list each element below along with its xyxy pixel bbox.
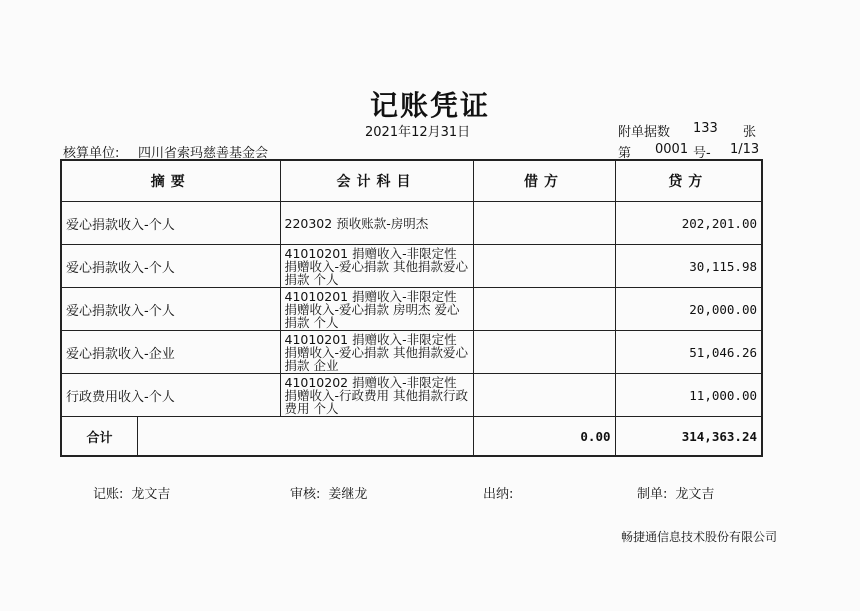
header-credit: 贷方 [615, 160, 762, 202]
row-account: 220302 预收账款-房明杰 [280, 202, 473, 245]
total-debit: 0.00 [473, 417, 615, 457]
total-label: 合计 [62, 417, 138, 455]
voucher-no-number: 0001 [655, 142, 689, 157]
bookkeeper-name: 龙文吉 [131, 487, 171, 502]
accounting-unit-name: 四川省索玛慈善基金会 [138, 146, 269, 161]
attachments-label: 附单据数 [618, 125, 671, 140]
row-account: 41010201 捐赠收入-非限定性捐赠收入-爱心捐款 其他捐款爱心捐款 个人 [280, 245, 473, 288]
row-account: 41010202 捐赠收入-非限定性捐赠收入-行政费用 其他捐款行政费用 个人 [280, 374, 473, 417]
attachments-unit: 张 [743, 125, 757, 140]
reviewer-label: 审核: [290, 487, 321, 502]
row-account: 41010201 捐赠收入-非限定性捐赠收入-爱心捐款 房明杰 爱心捐款 个人 [280, 288, 473, 331]
header-debit: 借方 [473, 160, 615, 202]
voucher-title: 记账凭证 [369, 89, 490, 122]
row-summary: 爱心捐款收入-个人 [61, 245, 280, 288]
row-debit [473, 245, 615, 288]
row-debit [473, 374, 615, 417]
preparer-label: 制单: [637, 487, 668, 502]
row-summary: 爱心捐款收入-个人 [61, 288, 280, 331]
reviewer-name: 姜继龙 [328, 487, 368, 502]
total-blank [138, 417, 473, 455]
attachments-count: 133 [693, 121, 718, 136]
voucher-date: 2021年12月31日 [365, 125, 471, 140]
row-credit: 20,000.00 [615, 288, 762, 331]
table-row [61, 331, 762, 374]
total-label-cell [61, 417, 473, 457]
preparer-name: 龙文吉 [675, 487, 715, 502]
reviewer-signature [290, 483, 367, 502]
row-credit: 51,046.26 [615, 331, 762, 374]
bookkeeper-label: 记账: [93, 487, 124, 502]
row-summary: 爱心捐款收入-个人 [61, 202, 280, 245]
cashier-signature [483, 483, 521, 502]
header-account: 会计科目 [280, 160, 473, 202]
total-credit: 314,363.24 [615, 417, 762, 457]
row-debit [473, 288, 615, 331]
voucher-no-sep: 号- [693, 146, 711, 161]
row-credit: 30,115.98 [615, 245, 762, 288]
software-company: 畅捷通信息技术股份有限公司 [621, 530, 778, 544]
table-row [61, 374, 762, 417]
total-row [61, 417, 762, 457]
bookkeeper-signature [93, 483, 170, 502]
table-header-row [61, 160, 762, 202]
row-credit: 202,201.00 [615, 202, 762, 245]
row-summary: 爱心捐款收入-企业 [61, 331, 280, 374]
table-row [61, 202, 762, 245]
row-account: 41010201 捐赠收入-非限定性捐赠收入-爱心捐款 其他捐款爱心捐款 企业 [280, 331, 473, 374]
table-row [61, 288, 762, 331]
table-row [61, 245, 762, 288]
cashier-label: 出纳: [483, 487, 514, 502]
row-debit [473, 202, 615, 245]
header-summary: 摘要 [61, 160, 280, 202]
voucher-table [60, 159, 763, 457]
row-debit [473, 331, 615, 374]
voucher-no-label: 第 [618, 146, 632, 161]
row-credit: 11,000.00 [615, 374, 762, 417]
preparer-signature [637, 483, 714, 502]
voucher-no-page: 1/13 [730, 142, 760, 157]
row-summary: 行政费用收入-个人 [61, 374, 280, 417]
accounting-unit-label: 核算单位: [63, 146, 120, 161]
